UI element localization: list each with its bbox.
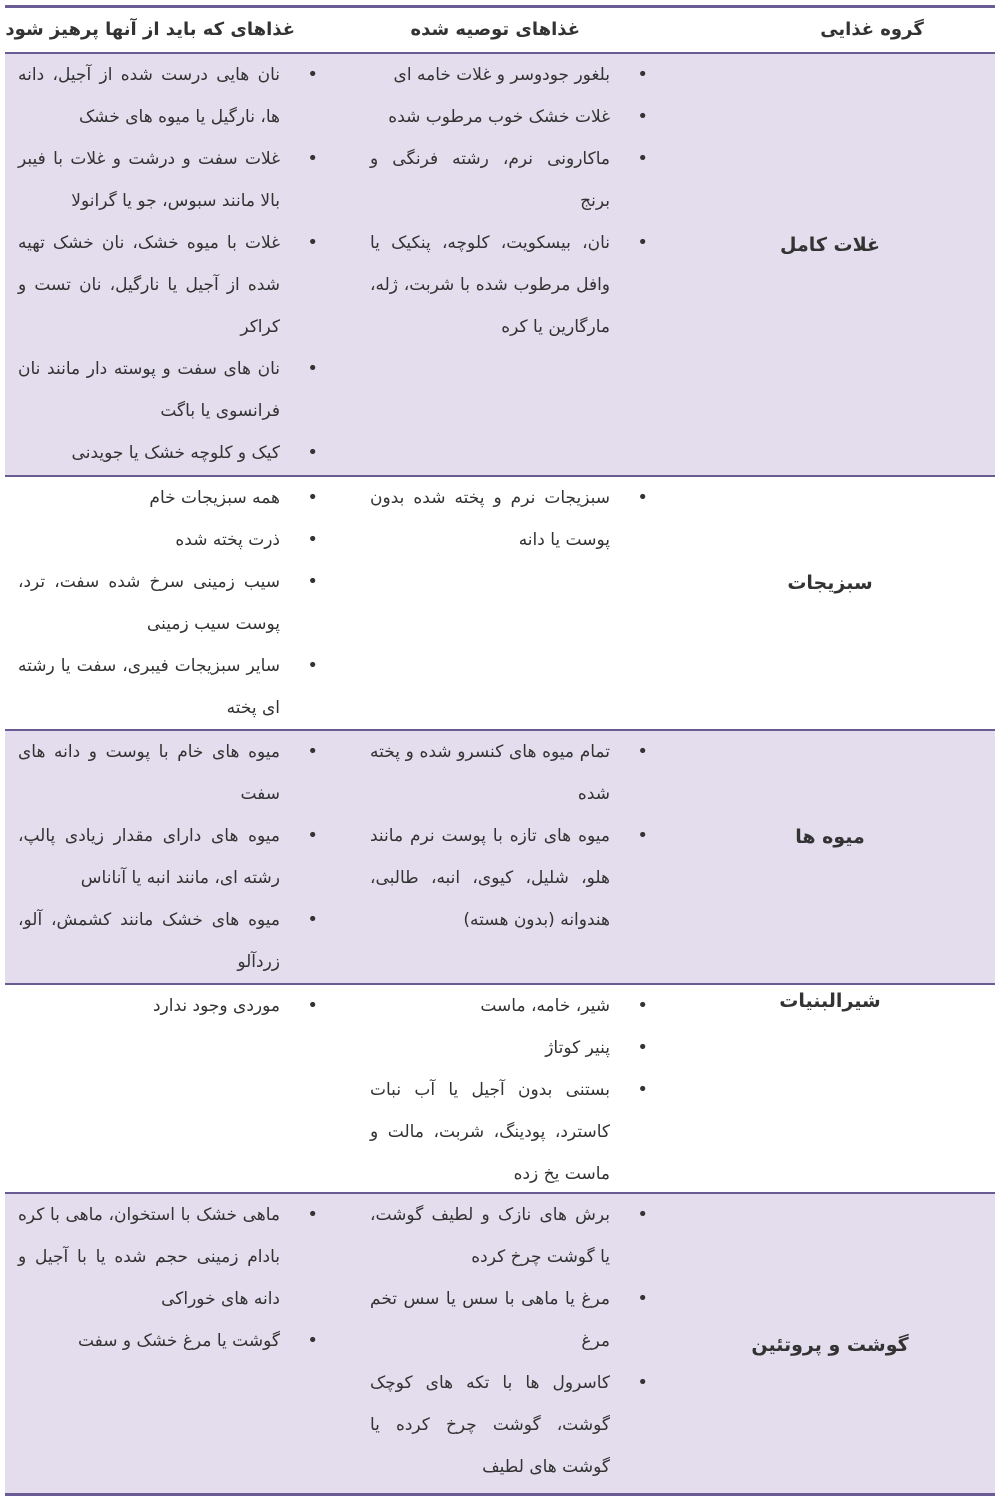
list-item: • ماهی خشک با استخوان، ماهی با کره بادام زمینی حجم شده یا با آجیل و دانه های خوراکی bbox=[18, 1194, 328, 1320]
list-item: • برش های نازک و لطیف گوشت، یا گوشت چرخ کرده bbox=[370, 1194, 658, 1278]
list-item: • غلات سفت و درشت و غلات با فیبر بالا مانند سبوس، جو یا گرانولا bbox=[18, 138, 328, 222]
bullet-icon: • bbox=[637, 1372, 648, 1393]
bullet-icon: • bbox=[307, 358, 318, 379]
bullet-icon: • bbox=[307, 825, 318, 846]
list-item: • بستنی بدون آجیل یا آب نبات کاسترد، پودینگ، شربت، مالت و ماست یخ زده bbox=[370, 1069, 658, 1195]
list-item: • موردی وجود ندارد bbox=[18, 985, 328, 1027]
group-name-grains: غلات کامل bbox=[779, 234, 881, 256]
list-item: • مرغ یا ماهی با سس یا سس تخم مرغ bbox=[370, 1278, 658, 1362]
list-item: • گوشت یا مرغ خشک و سفت bbox=[18, 1320, 328, 1362]
table-header bbox=[5, 8, 995, 52]
group-name-fruits: میوه ها bbox=[795, 826, 865, 848]
bullet-icon: • bbox=[637, 1288, 648, 1309]
avoid-list-fruits bbox=[18, 731, 318, 983]
avoid-list-dairy bbox=[18, 985, 318, 1027]
table-bottom-border bbox=[5, 1493, 995, 1496]
list-item: • نان های سفت و پوسته دار مانند نان فرانسوی یا باگت bbox=[18, 348, 328, 432]
avoid-list-meat bbox=[18, 1194, 318, 1362]
table-row-fruits bbox=[5, 731, 995, 985]
list-item: • سایر سبزیجات فیبری، سفت یا رشته ای پخته bbox=[18, 645, 328, 729]
list-item: • سیب زمینی سرخ شده سفت، ترد، پوست سیب زمینی bbox=[18, 561, 328, 645]
bullet-icon: • bbox=[637, 1079, 648, 1100]
group-name-vegetables: سبزیجات bbox=[787, 572, 873, 594]
bullet-icon: • bbox=[637, 1037, 648, 1058]
bullet-icon: • bbox=[637, 106, 648, 127]
table-row-vegetables bbox=[5, 477, 995, 731]
list-item: • شیر، خامه، ماست bbox=[370, 985, 658, 1027]
group-name-meat: گوشت و پروتئین bbox=[751, 1334, 909, 1356]
list-item: • کاسرول ها با تکه های کوچک گوشت، گوشت چرخ کرده یا گوشت های لطیف bbox=[370, 1362, 658, 1488]
table-row-meat bbox=[5, 1194, 995, 1493]
list-item: • میوه های خام با پوست و دانه های سفت bbox=[18, 731, 328, 815]
recommended-list-vegetables bbox=[370, 477, 648, 561]
table-row-grains bbox=[5, 54, 995, 477]
bullet-icon: • bbox=[307, 442, 318, 463]
group-name-dairy: شیرالبنیات bbox=[779, 990, 881, 1012]
recommended-list-fruits bbox=[370, 731, 648, 941]
bullet-icon: • bbox=[637, 995, 648, 1016]
recommended-list-grains bbox=[370, 54, 648, 348]
bullet-icon: • bbox=[307, 655, 318, 676]
list-item: • میوه های تازه با پوست نرم مانند هلو، شلیل، کیوی، انبه، طالبی، هندوانه (بدون هسته) bbox=[370, 815, 658, 941]
bullet-icon: • bbox=[307, 148, 318, 169]
list-item: • غلات با میوه خشک، نان خشک تهیه شده از آجیل یا نارگیل، نان تست و کراکر bbox=[18, 222, 328, 348]
bullet-icon: • bbox=[307, 995, 318, 1016]
list-item: • بلغور جودوسر و غلات خامه ای bbox=[370, 54, 658, 96]
bullet-icon: • bbox=[637, 148, 648, 169]
bullet-icon: • bbox=[637, 741, 648, 762]
bullet-icon: • bbox=[637, 487, 648, 508]
header-food-group: گروه غذایی bbox=[820, 19, 924, 40]
list-item: • ماکارونی نرم، رشته فرنگی و برنج bbox=[370, 138, 658, 222]
bullet-icon: • bbox=[307, 1330, 318, 1351]
list-item: • غلات خشک خوب مرطوب شده bbox=[370, 96, 658, 138]
header-avoid: غذاهای که باید از آنها پرهیز شود bbox=[5, 19, 295, 40]
bullet-icon: • bbox=[307, 1204, 318, 1225]
list-item: • نان هایی درست شده از آجیل، دانه ها، نارگیل یا میوه های خشک bbox=[18, 54, 328, 138]
bullet-icon: • bbox=[307, 571, 318, 592]
bullet-icon: • bbox=[637, 825, 648, 846]
bullet-icon: • bbox=[307, 487, 318, 508]
recommended-list-dairy bbox=[370, 985, 648, 1195]
table-row-dairy bbox=[5, 985, 995, 1194]
bullet-icon: • bbox=[307, 529, 318, 550]
bullet-icon: • bbox=[637, 64, 648, 85]
list-item: • پنیر کوتاژ bbox=[370, 1027, 658, 1069]
list-item: • سبزیجات نرم و پخته شده بدون پوست یا دانه bbox=[370, 477, 658, 561]
bullet-icon: • bbox=[307, 741, 318, 762]
bullet-icon: • bbox=[307, 64, 318, 85]
bullet-icon: • bbox=[307, 909, 318, 930]
bullet-icon: • bbox=[637, 1204, 648, 1225]
list-item: • میوه های دارای مقدار زیادی پالپ، رشته ای، مانند انبه یا آناناس bbox=[18, 815, 328, 899]
list-item: • نان، بیسکویت، کلوچه، پنکیک یا وافل مرطوب شده با شربت، ژله، مارگارین یا کره bbox=[370, 222, 658, 348]
recommended-list-meat bbox=[370, 1194, 648, 1488]
list-item: • ذرت پخته شده bbox=[18, 519, 328, 561]
bullet-icon: • bbox=[307, 232, 318, 253]
list-item: • همه سبزیجات خام bbox=[18, 477, 328, 519]
avoid-list-vegetables bbox=[18, 477, 318, 729]
list-item: • میوه های خشک مانند کشمش، آلو، زردآلو bbox=[18, 899, 328, 983]
header-recommended: غذاهای توصیه شده bbox=[410, 19, 580, 40]
avoid-list-grains bbox=[18, 54, 318, 474]
bullet-icon: • bbox=[637, 232, 648, 253]
list-item: • کیک و کلوچه خشک یا جویدنی bbox=[18, 432, 328, 474]
list-item: • تمام میوه های کنسرو شده و پخته شده bbox=[370, 731, 658, 815]
